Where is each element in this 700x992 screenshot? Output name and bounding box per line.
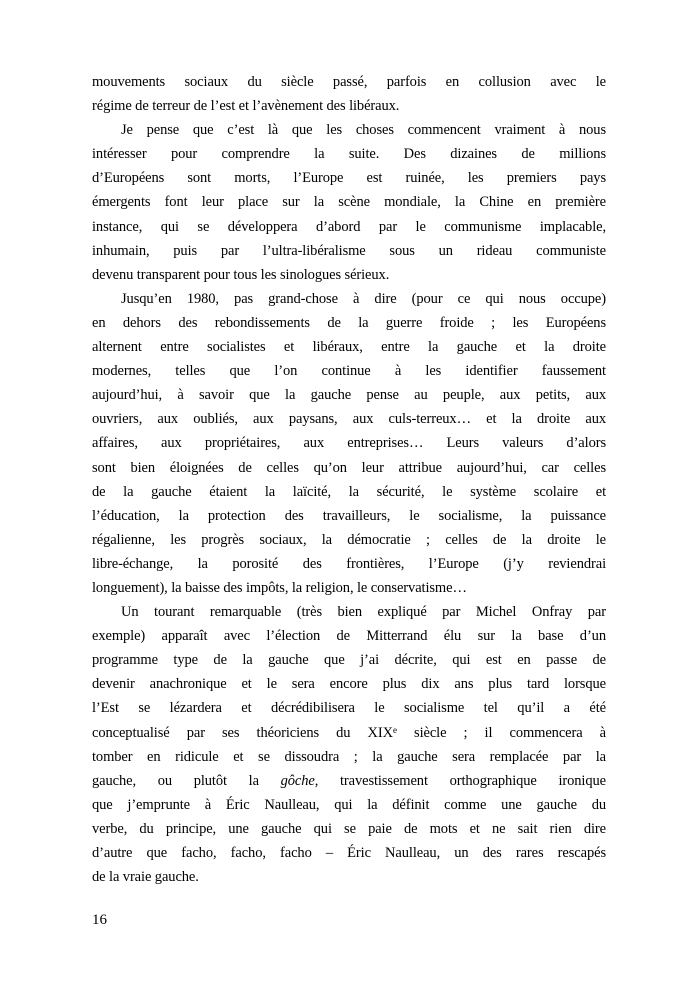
text-line xyxy=(92,215,606,239)
text-segment: inhumain, puis par l’ultra-libéralisme sous un rideau communiste xyxy=(92,242,606,259)
text-line xyxy=(92,504,606,528)
text-line xyxy=(92,528,606,552)
text-line xyxy=(92,721,606,745)
text-segment: l’Est se lézardera et décrédibilisera le socialisme tel qu’il a été xyxy=(92,700,606,717)
text-segment: Un tourant remarquable (très bien expliqué par Michel Onfray par xyxy=(121,604,606,621)
text-line xyxy=(92,70,606,94)
text-segment: alternent entre socialistes et libéraux, entre la gauche et la droite xyxy=(92,339,606,356)
text-block xyxy=(92,70,606,889)
text-segment: Jusqu’en 1980, pas grand-chose à dire (pour ce qui nous occupe) xyxy=(121,290,606,307)
text-segment: libre-échange, la porosité des frontières, l’Europe (j’y reviendrai xyxy=(92,555,606,572)
text-line xyxy=(92,672,606,696)
text-line xyxy=(92,456,606,480)
text-line xyxy=(92,745,606,769)
text-segment: siècle ; il commencera à xyxy=(396,724,606,741)
text-line xyxy=(92,624,606,648)
text-line xyxy=(92,407,606,431)
text-segment: affaires, aux propriétaires, aux entreprises… Leurs valeurs d’alors xyxy=(92,435,606,452)
text-line xyxy=(92,287,606,311)
text-segment: exemple) apparaît avec l’élection de Mitterrand élu sur la base d’un xyxy=(92,628,606,645)
text-segment: sont bien éloignées de celles qu’on leur attribue aujourd’hui, car celles xyxy=(92,459,606,476)
text-line xyxy=(92,190,606,214)
text-segment: régalienne, les progrès sociaux, la démocratie ; celles de la droite le xyxy=(92,531,606,548)
text-line xyxy=(92,239,606,263)
text-line xyxy=(92,359,606,383)
text-line xyxy=(92,311,606,335)
text-line xyxy=(92,263,606,287)
text-line xyxy=(92,696,606,720)
text-line xyxy=(92,793,606,817)
text-segment: gauche, ou plutôt la xyxy=(92,772,281,789)
text-segment: mouvements sociaux du siècle passé, parfois en collusion avec le xyxy=(92,74,606,90)
text-segment: tomber en ridicule et se dissoudra ; la gauche sera remplacée par la xyxy=(92,748,606,765)
text-line xyxy=(92,648,606,672)
text-segment: ouvriers, aux oubliés, aux paysans, aux culs-terreux… et la droite aux xyxy=(92,411,606,428)
superscript-ordinal: e xyxy=(393,724,397,735)
paragraph xyxy=(92,118,606,287)
text-line xyxy=(92,841,606,865)
text-segment: de la vraie gauche. xyxy=(92,869,199,886)
text-line xyxy=(92,480,606,504)
text-segment: que j’emprunte à Éric Naulleau, qui la définit comme une gauche du xyxy=(92,796,606,813)
text-segment: Je pense que c’est là que les choses commencent vraiment à nous xyxy=(121,122,606,139)
text-segment: longuement), la baisse des impôts, la religion, le conservatisme… xyxy=(92,579,467,596)
text-line xyxy=(92,865,606,889)
text-line xyxy=(92,576,606,600)
text-segment: instance, qui se développera d’abord par le communisme implacable, xyxy=(92,218,606,235)
text-segment: devenu transparent pour tous les sinologues sérieux. xyxy=(92,266,390,283)
paragraph xyxy=(92,600,606,889)
text-line xyxy=(92,431,606,455)
paragraph xyxy=(92,70,606,118)
paragraph xyxy=(92,287,606,600)
text-segment: devenir anachronique et le sera encore plus dix ans plus tard lorsque xyxy=(92,676,606,693)
italic-word: gôche xyxy=(280,772,315,789)
text-segment: en dehors des rebondissements de la guerre froide ; les Européens xyxy=(92,314,606,331)
text-segment: régime de terreur de l’est et l’avènement des libéraux. xyxy=(92,98,400,115)
text-segment: modernes, telles que l’on continue à les identifier faussement xyxy=(92,363,606,380)
text-line xyxy=(92,552,606,576)
text-line xyxy=(92,142,606,166)
text-line xyxy=(92,383,606,407)
text-line xyxy=(92,166,606,190)
text-segment: conceptualisé par ses théoriciens du XIX xyxy=(92,724,394,741)
text-segment: émergents font leur place sur la scène mondiale, la Chine en première xyxy=(92,194,606,211)
text-segment: d’autre que facho, facho, facho – Éric Naulleau, un des rares rescapés xyxy=(92,845,606,861)
text-line xyxy=(92,335,606,359)
text-line xyxy=(92,600,606,624)
text-line xyxy=(92,118,606,142)
text-segment: verbe, du principe, une gauche qui se paie de mots et ne sait rien dire xyxy=(92,820,606,837)
text-segment: programme type de la gauche que j’ai décrite, qui est en passe de xyxy=(92,652,606,669)
text-line xyxy=(92,817,606,841)
text-segment: intéresser pour comprendre la suite. Des dizaines de millions xyxy=(92,146,606,163)
text-segment: d’Européens sont morts, l’Europe est ruinée, les premiers pays xyxy=(92,170,606,187)
text-segment: aujourd’hui, à savoir que la gauche pense au peuple, aux petits, aux xyxy=(92,387,606,404)
page-number: 16 xyxy=(92,912,107,928)
text-segment: , travestissement orthographique ironique xyxy=(314,772,606,789)
text-segment: de la gauche étaient la laïcité, la sécurité, le système scolaire et xyxy=(92,483,606,500)
text-line xyxy=(92,769,606,793)
text-segment: l’éducation, la protection des travailleurs, le socialisme, la puissance xyxy=(92,507,606,524)
text-line xyxy=(92,94,606,118)
